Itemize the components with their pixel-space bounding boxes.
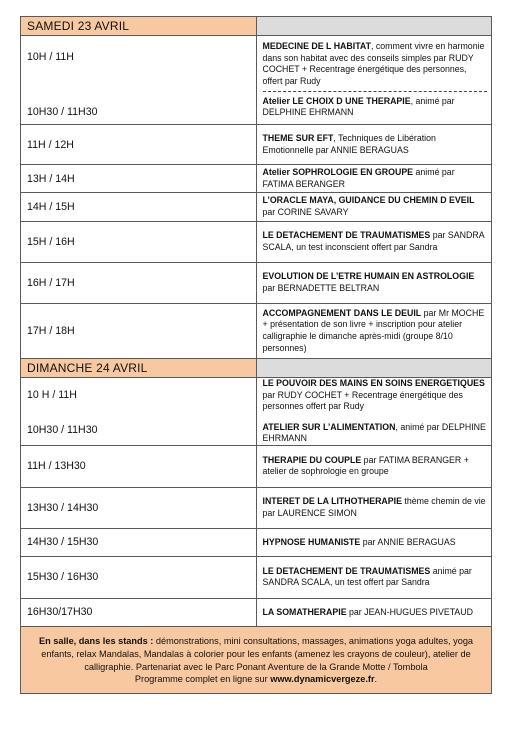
time-label: 13H / 14H bbox=[21, 165, 257, 193]
schedule-row bbox=[21, 222, 492, 263]
event-cell bbox=[256, 304, 492, 359]
schedule-table bbox=[20, 16, 492, 627]
event-cell bbox=[256, 445, 492, 487]
event-text: , Techniques de Libération Emotionnelle par ANNIE BERAGUAS bbox=[262, 132, 436, 155]
time-label: 10H / 11H bbox=[27, 50, 74, 63]
time-label: 10H30 / 11H30 bbox=[27, 424, 98, 437]
event-cell bbox=[256, 125, 492, 165]
time-label: 13H30 / 14H30 bbox=[21, 487, 257, 528]
event-text: par RUDY COCHET + Recentrage énergétique des personnes offert par Rudy bbox=[262, 389, 463, 412]
schedule-row bbox=[21, 304, 492, 359]
event-text: animé par SANDRA SCALA, un test offert par Sandra bbox=[262, 565, 472, 588]
event-title: Atelier LE CHOIX D UNE THERAPIE bbox=[262, 95, 411, 106]
event-text: , comment vivre en harmonie dans son habitat avec des conseils simples par RUDY COCHET + Recentrage énergétique des personnes, offert par Rudy bbox=[262, 41, 485, 86]
day-header-saturday bbox=[21, 17, 492, 36]
schedule-row bbox=[21, 445, 492, 487]
event-title: THERAPIE DU COUPLE bbox=[262, 454, 362, 465]
schedule-row bbox=[21, 528, 492, 556]
event-title: THEME SUR EFT bbox=[262, 132, 334, 143]
event-title: ATELIER SUR L’ALIMENTATION bbox=[262, 421, 396, 432]
schedule-row bbox=[21, 165, 492, 193]
footer-web-suffix: . bbox=[374, 674, 378, 685]
event-text: , animé par DELPHINE EHRMANN bbox=[262, 95, 455, 118]
time-label: 15H / 16H bbox=[21, 222, 257, 263]
event-title: LE POUVOIR DES MAINS EN SOINS ENERGETIQUES bbox=[262, 378, 485, 388]
entry-divider bbox=[263, 91, 488, 92]
schedule-row bbox=[21, 598, 492, 626]
event-title: LA SOMATHERAPIE bbox=[262, 606, 347, 617]
event-cell bbox=[256, 263, 492, 304]
event-cell bbox=[256, 556, 492, 598]
time-label: 17H / 18H bbox=[21, 304, 257, 359]
schedule-row bbox=[21, 487, 492, 528]
event-title: MEDECINE DE L HABITAT bbox=[262, 41, 371, 52]
event-title: HYPNOSE HUMANISTE bbox=[262, 536, 361, 547]
event-title: INTERET DE LA LITHOTHERAPIE bbox=[262, 496, 402, 507]
program-document bbox=[20, 16, 492, 694]
event-cell bbox=[256, 378, 492, 446]
time-label: 10H30 / 11H30 bbox=[27, 105, 98, 118]
time-label: 10 H / 11H bbox=[27, 389, 77, 402]
event-text: par CORINE SAVARY bbox=[262, 207, 349, 217]
schedule-row bbox=[21, 556, 492, 598]
day-header-sunday bbox=[21, 359, 492, 378]
event-text: par Mr MOCHE + présentation de son livre + inscription pour atelier calligraphie le dimanche après-midi (groupe 8/10 personnes) bbox=[262, 307, 485, 353]
event-cell bbox=[256, 36, 492, 125]
event-text: animé par FATIMA BERANGER bbox=[262, 166, 455, 189]
footer-web-prefix: Programme complet en ligne sur bbox=[134, 674, 271, 685]
day-title: SAMEDI 23 AVRIL bbox=[21, 17, 257, 36]
time-label: 15H30 / 16H30 bbox=[21, 556, 257, 598]
time-label: 14H / 15H bbox=[21, 193, 257, 222]
event-cell bbox=[256, 528, 492, 556]
time-label: 16H / 17H bbox=[21, 263, 257, 304]
schedule-row bbox=[21, 125, 492, 165]
time-cell bbox=[21, 36, 257, 125]
event-cell bbox=[256, 165, 492, 193]
website-link[interactable]: www.dynamicvergeze.fr bbox=[270, 674, 375, 685]
day-header-fill bbox=[256, 359, 492, 378]
day-title: DIMANCHE 24 AVRIL bbox=[21, 359, 257, 378]
event-cell bbox=[256, 598, 492, 626]
event-text: , animé par DELPHINE EHRMANN bbox=[262, 421, 486, 444]
schedule-row bbox=[21, 378, 492, 446]
event-text: par SANDRA SCALA, un test inconscient offert par Sandra bbox=[262, 230, 485, 252]
time-cell bbox=[21, 378, 257, 446]
event-cell bbox=[256, 487, 492, 528]
event-text: par BERNADETTE BELTRAN bbox=[262, 283, 380, 293]
event-title: LE DETACHEMENT DE TRAUMATISMES bbox=[262, 565, 431, 576]
event-title: Atelier SOPHROLOGIE EN GROUPE bbox=[262, 166, 414, 177]
event-cell bbox=[256, 193, 492, 222]
event-cell bbox=[256, 222, 492, 263]
schedule-row bbox=[21, 193, 492, 222]
event-title: L’ORACLE MAYA, GUIDANCE DU CHEMIN D EVEIL bbox=[262, 195, 475, 206]
event-text: par JEAN-HUGUES PIVETAUD bbox=[346, 606, 474, 617]
time-label: 16H30/17H30 bbox=[21, 598, 257, 626]
footer-info bbox=[20, 627, 492, 694]
day-header-fill bbox=[256, 17, 492, 36]
time-label: 14H30 / 15H30 bbox=[21, 528, 257, 556]
schedule-row bbox=[21, 36, 492, 125]
footer-lead: En salle, dans les stands : bbox=[38, 635, 154, 646]
event-text: par ANNIE BERAGUAS bbox=[360, 536, 456, 547]
event-text: par FATIMA BERANGER + atelier de sophrologie en groupe bbox=[262, 454, 469, 477]
footer-body: démonstrations, mini consultations, massages, animations yoga adultes, yoga enfants, relax Mandalas, Mandalas à colorier pour les enfants (amenez les crayons de couleur), atelier de calligraphie. Partenariat avec le Parc Ponant Aventure de la Grande Motte / Tombola bbox=[41, 635, 474, 672]
event-title: LE DETACHEMENT DE TRAUMATISMES bbox=[262, 230, 431, 241]
event-title: EVOLUTION DE L’ETRE HUMAIN EN ASTROLOGIE bbox=[262, 271, 475, 282]
event-title: ACCOMPAGNEMENT DANS LE DEUIL bbox=[262, 307, 422, 318]
event-text: thème chemin de vie par LAURENCE SIMON bbox=[262, 496, 486, 518]
time-label: 11H / 12H bbox=[21, 125, 257, 165]
schedule-row bbox=[21, 263, 492, 304]
time-label: 11H / 13H30 bbox=[21, 445, 257, 487]
